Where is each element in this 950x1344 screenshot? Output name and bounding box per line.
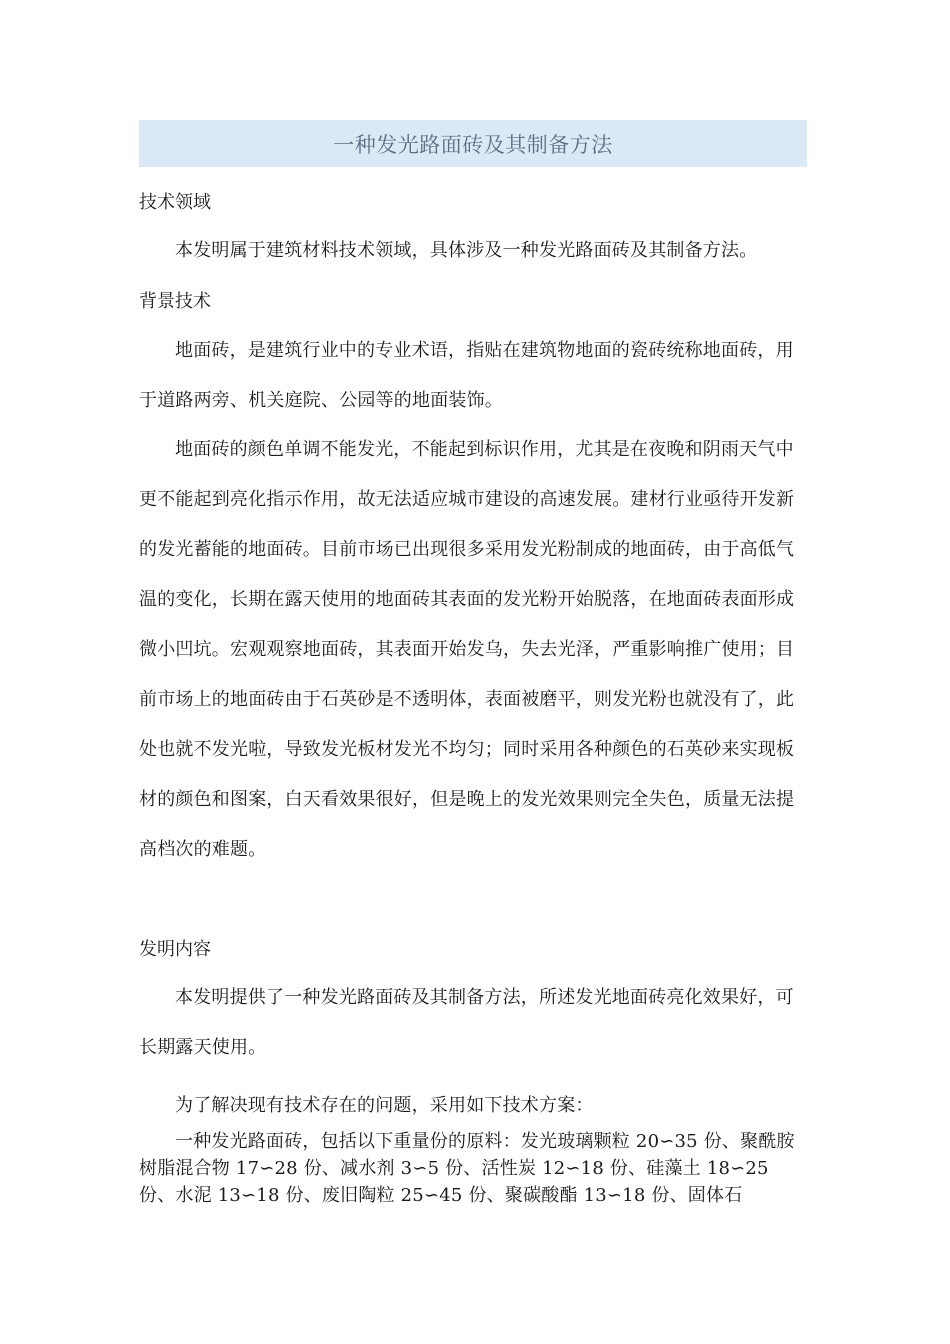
section-heading-background: 背景技术 bbox=[139, 291, 211, 312]
title-banner bbox=[139, 120, 807, 167]
paragraph-invention-2: 为了解决现有技术存在的问题，采用如下技术方案： bbox=[175, 1095, 594, 1116]
paragraph-background-1: 地面砖，是建筑行业中的专业术语，指贴在建筑物地面的瓷砖统称地面砖，用于道路两旁、机关庭院、公园等的地面装饰。 bbox=[139, 340, 794, 411]
document-title: 一种发光路面砖及其制备方法 bbox=[333, 132, 613, 157]
paragraph-invention-3: 一种发光路面砖，包括以下重量份的原料：发光玻璃颗粒 20∽35 份、聚酰胺树脂混合物 17∽28 份、减水剂 3∽5 份、活性炭 12∽18 份、硅藻土 18∽25 份、水泥 13∽18 份、废旧陶粒 25∽45 份、聚碳酸酯 13∽18 份、固体石 bbox=[139, 1131, 795, 1206]
paragraph-technical-field: 本发明属于建筑材料技术领域，具体涉及一种发光路面砖及其制备方法。 bbox=[175, 240, 758, 261]
section-heading-technical-field: 技术领域 bbox=[139, 192, 211, 213]
section-heading-invention-content: 发明内容 bbox=[139, 939, 211, 960]
paragraph-background-2: 地面砖的颜色单调不能发光，不能起到标识作用，尤其是在夜晚和阴雨天气中更不能起到亮化指示作用，故无法适应城市建设的高速发展。建材行业亟待开发新的发光蓄能的地面砖。目前市场已出现很多采用发光粉制成的地面砖，由于高低气温的变化，长期在露天使用的地面砖其表面的发光粉开始脱落，在地面砖表面形成微小凹坑。宏观观察地面砖，其表面开始发乌，失去光泽，严重影响推广使用；目前市场上的地面砖由于石英砂是不透明体，表面被磨平，则发光粉也就没有了，此处也就不发光啦，导致发光板材发光不均匀；同时采用各种颜色的石英砂来实现板材的颜色和图案，白天看效果很好，但是晚上的发光效果则完全失色，质量无法提高档次的难题。 bbox=[139, 439, 795, 860]
paragraph-invention-1: 本发明提供了一种发光路面砖及其制备方法，所述发光地面砖亮化效果好，可长期露天使用。 bbox=[139, 987, 794, 1058]
